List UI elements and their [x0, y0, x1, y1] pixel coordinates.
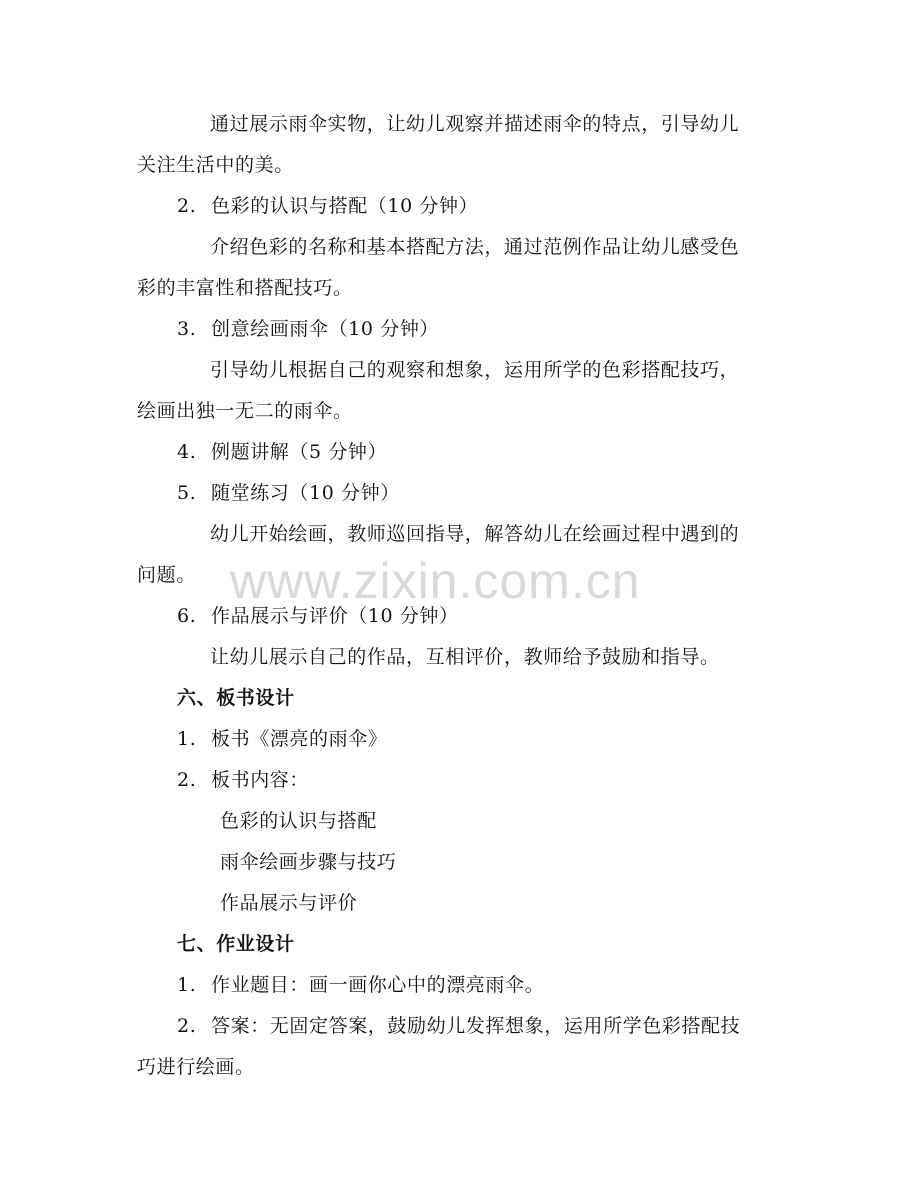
paragraph-line: 幼儿开始绘画，教师巡回指导，解答幼儿在绘画过程中遇到的: [210, 523, 740, 545]
list-item: [177, 727, 387, 751]
board-content-line: 色彩的认识与搭配: [220, 810, 377, 832]
list-text: 作品展示与评价（10 分钟）: [211, 605, 459, 627]
list-text: 板书《漂亮的雨伞》: [211, 728, 388, 750]
list-number: 2.: [177, 195, 197, 217]
list-number: 3.: [177, 318, 197, 340]
list-text: 色彩的认识与搭配（10 分钟）: [211, 195, 479, 217]
paragraph-line: 彩的丰富性和搭配技巧。: [137, 277, 353, 299]
list-item: [177, 317, 439, 341]
list-item: [177, 481, 400, 505]
paragraph-line: 关注生活中的美。: [137, 154, 294, 176]
watermark: www.zixin.com.cn: [230, 553, 641, 609]
list-number: 2.: [177, 1015, 197, 1037]
paragraph-line: 介绍色彩的名称和基本搭配方法，通过范例作品让幼儿感受色: [210, 236, 740, 258]
section-heading: 七、作业设计: [177, 933, 295, 955]
list-item: [177, 440, 387, 464]
list-number: 6.: [177, 605, 197, 627]
list-item: [177, 194, 478, 218]
list-text: 作业题目：画一画你心中的漂亮雨伞。: [211, 974, 545, 996]
list-item: [177, 973, 544, 997]
list-item: [177, 768, 309, 792]
list-text: 例题讲解（5 分钟）: [211, 441, 388, 463]
paragraph-line: 绘画出独一无二的雨伞。: [137, 400, 353, 422]
list-number: 2.: [177, 769, 197, 791]
paragraph-line: 引导幼儿根据自己的观察和想象，运用所学的色彩搭配技巧，: [210, 359, 740, 381]
paragraph-line: 通过展示雨伞实物，让幼儿观察并描述雨伞的特点，引导幼儿: [210, 113, 740, 135]
list-number: 5.: [177, 482, 197, 504]
paragraph-line: 巧进行绘画。: [137, 1056, 255, 1078]
list-text: 答案：无固定答案，鼓励幼儿发挥想象，运用所学色彩搭配技: [211, 1015, 741, 1037]
list-number: 1.: [177, 728, 197, 750]
section-heading: 六、板书设计: [177, 687, 295, 709]
list-number: 1.: [177, 974, 197, 996]
board-content-line: 雨伞绘画步骤与技巧: [220, 851, 397, 873]
list-number: 4.: [177, 441, 197, 463]
list-text: 板书内容：: [211, 769, 310, 791]
list-text: 创意绘画雨伞（10 分钟）: [211, 318, 440, 340]
board-content-line: 作品展示与评价: [220, 892, 358, 914]
paragraph-line: 问题。: [137, 564, 196, 586]
list-text: 随堂练习（10 分钟）: [211, 482, 400, 504]
paragraph-line: 让幼儿展示自己的作品，互相评价，教师给予鼓励和指导。: [210, 646, 720, 668]
list-item: [177, 1014, 740, 1038]
